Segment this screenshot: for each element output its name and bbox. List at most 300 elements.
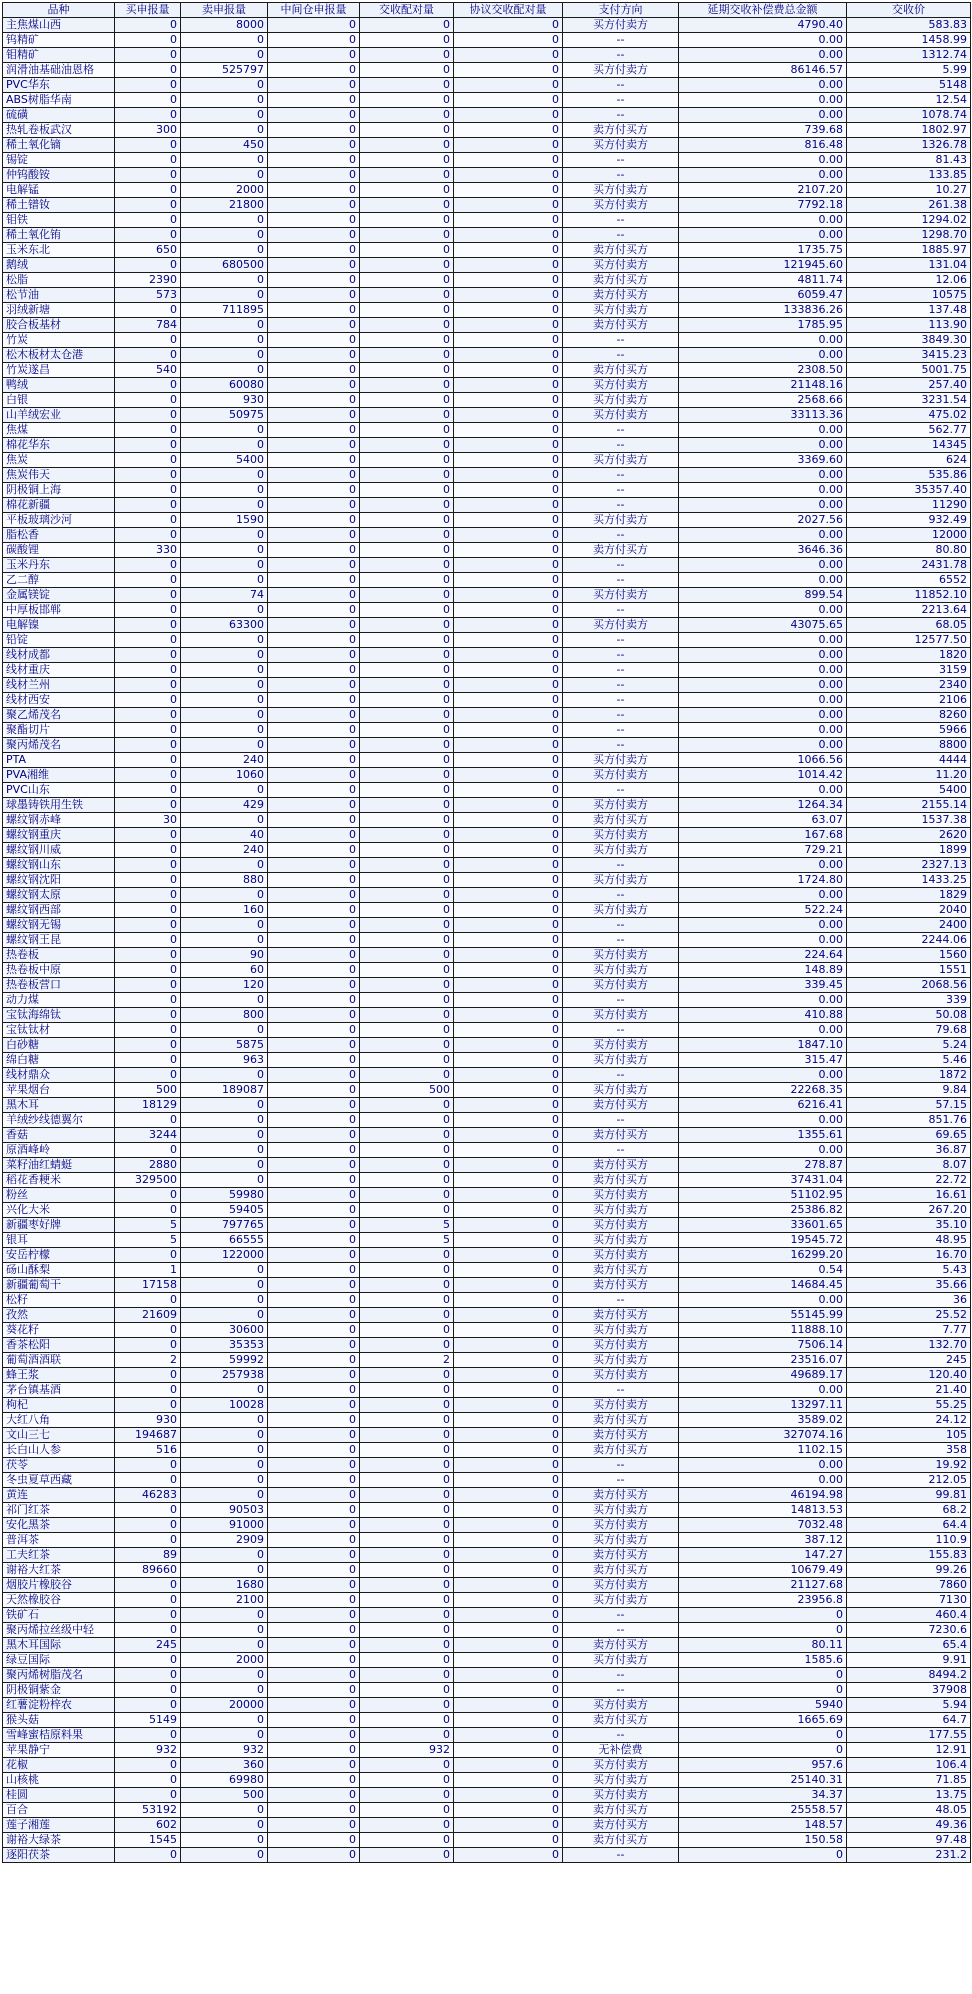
cell-sell-declared: 20000 <box>181 1698 268 1713</box>
cell-delivery-price: 2244.06 <box>847 933 971 948</box>
cell-compensation-total: 1102.15 <box>679 1443 847 1458</box>
cell-intermediate-declared: 0 <box>268 663 360 678</box>
cell-payment-direction: 卖方付买方 <box>563 1548 679 1563</box>
cell-payment-direction: 买方付卖方 <box>563 453 679 468</box>
cell-sell-declared: 90503 <box>181 1503 268 1518</box>
cell-sell-declared: 50975 <box>181 408 268 423</box>
cell-agreement-matched: 0 <box>454 393 563 408</box>
cell-delivery-price: 48.05 <box>847 1803 971 1818</box>
cell-buy-declared: 0 <box>115 228 181 243</box>
cell-payment-direction: 卖方付买方 <box>563 1488 679 1503</box>
cell-payment-direction: 卖方付买方 <box>563 1263 679 1278</box>
cell-matched: 0 <box>360 1698 454 1713</box>
cell-sell-declared: 63300 <box>181 618 268 633</box>
cell-agreement-matched: 0 <box>454 498 563 513</box>
cell-buy-declared: 0 <box>115 1383 181 1398</box>
cell-agreement-matched: 0 <box>454 303 563 318</box>
cell-compensation-total: 1355.61 <box>679 1128 847 1143</box>
cell-sell-declared: 0 <box>181 1683 268 1698</box>
header-intermediate-declared: 中间仓申报量 <box>268 3 360 18</box>
cell-compensation-total: 0.00 <box>679 48 847 63</box>
cell-compensation-total: 14813.53 <box>679 1503 847 1518</box>
cell-matched: 0 <box>360 618 454 633</box>
cell-compensation-total: 21148.16 <box>679 378 847 393</box>
cell-sell-declared: 74 <box>181 588 268 603</box>
cell-payment-direction: 买方付卖方 <box>563 618 679 633</box>
cell-product: 螺纹钢西部 <box>3 903 115 918</box>
cell-product: 钼铁 <box>3 213 115 228</box>
cell-intermediate-declared: 0 <box>268 318 360 333</box>
cell-matched: 0 <box>360 1368 454 1383</box>
cell-matched: 932 <box>360 1743 454 1758</box>
cell-intermediate-declared: 0 <box>268 33 360 48</box>
cell-matched: 5 <box>360 1218 454 1233</box>
cell-matched: 0 <box>360 1563 454 1578</box>
table-row <box>3 483 971 498</box>
cell-buy-declared: 0 <box>115 1038 181 1053</box>
table-row <box>3 633 971 648</box>
cell-sell-declared: 59980 <box>181 1188 268 1203</box>
cell-agreement-matched: 0 <box>454 1248 563 1263</box>
cell-agreement-matched: 0 <box>454 693 563 708</box>
cell-delivery-price: 5.94 <box>847 1698 971 1713</box>
cell-compensation-total: 2027.56 <box>679 513 847 528</box>
cell-sell-declared: 0 <box>181 273 268 288</box>
cell-delivery-price: 16.70 <box>847 1248 971 1263</box>
table-row <box>3 888 971 903</box>
cell-delivery-price: 120.40 <box>847 1368 971 1383</box>
cell-buy-declared: 0 <box>115 453 181 468</box>
cell-intermediate-declared: 0 <box>268 1653 360 1668</box>
cell-compensation-total: 0.00 <box>679 33 847 48</box>
cell-payment-direction: -- <box>563 528 679 543</box>
cell-buy-declared: 0 <box>115 903 181 918</box>
cell-delivery-price: 131.04 <box>847 258 971 273</box>
table-body <box>3 18 971 1863</box>
cell-matched: 0 <box>360 123 454 138</box>
cell-buy-declared: 0 <box>115 603 181 618</box>
cell-delivery-price: 7130 <box>847 1593 971 1608</box>
cell-buy-declared: 0 <box>115 993 181 1008</box>
cell-compensation-total: 0 <box>679 1728 847 1743</box>
cell-matched: 0 <box>360 108 454 123</box>
cell-delivery-price: 3159 <box>847 663 971 678</box>
cell-sell-declared: 0 <box>181 93 268 108</box>
cell-delivery-price: 25.52 <box>847 1308 971 1323</box>
cell-sell-declared: 5400 <box>181 453 268 468</box>
cell-product: 白银 <box>3 393 115 408</box>
table-row <box>3 1518 971 1533</box>
cell-compensation-total: 150.58 <box>679 1833 847 1848</box>
cell-product: 银耳 <box>3 1233 115 1248</box>
cell-delivery-price: 106.4 <box>847 1758 971 1773</box>
cell-payment-direction: 卖方付买方 <box>563 318 679 333</box>
cell-sell-declared: 0 <box>181 663 268 678</box>
table-row <box>3 528 971 543</box>
cell-intermediate-declared: 0 <box>268 828 360 843</box>
cell-compensation-total: 2308.50 <box>679 363 847 378</box>
cell-compensation-total: 0.00 <box>679 918 847 933</box>
cell-intermediate-declared: 0 <box>268 813 360 828</box>
cell-matched: 0 <box>360 378 454 393</box>
cell-compensation-total: 22268.35 <box>679 1083 847 1098</box>
cell-compensation-total: 167.68 <box>679 828 847 843</box>
cell-delivery-price: 36 <box>847 1293 971 1308</box>
cell-sell-declared: 0 <box>181 33 268 48</box>
cell-product: 松脂 <box>3 273 115 288</box>
cell-agreement-matched: 0 <box>454 1113 563 1128</box>
cell-matched: 0 <box>360 573 454 588</box>
cell-agreement-matched: 0 <box>454 333 563 348</box>
cell-compensation-total: 0.00 <box>679 558 847 573</box>
cell-agreement-matched: 0 <box>454 978 563 993</box>
cell-compensation-total: 327074.16 <box>679 1428 847 1443</box>
cell-intermediate-declared: 0 <box>268 1668 360 1683</box>
cell-delivery-price: 1326.78 <box>847 138 971 153</box>
cell-buy-declared: 602 <box>115 1818 181 1833</box>
cell-product: 电解锰 <box>3 183 115 198</box>
cell-matched: 0 <box>360 1713 454 1728</box>
table-row <box>3 783 971 798</box>
table-row <box>3 1143 971 1158</box>
cell-product: 稻花香粳米 <box>3 1173 115 1188</box>
cell-agreement-matched: 0 <box>454 198 563 213</box>
cell-payment-direction: 买方付卖方 <box>563 1353 679 1368</box>
cell-delivery-price: 2155.14 <box>847 798 971 813</box>
table-row <box>3 1428 971 1443</box>
cell-delivery-price: 2106 <box>847 693 971 708</box>
cell-payment-direction: 买方付卖方 <box>563 1248 679 1263</box>
cell-matched: 0 <box>360 363 454 378</box>
cell-delivery-price: 2431.78 <box>847 558 971 573</box>
cell-agreement-matched: 0 <box>454 258 563 273</box>
cell-product: 鹅绒 <box>3 258 115 273</box>
cell-agreement-matched: 0 <box>454 558 563 573</box>
cell-compensation-total: 1014.42 <box>679 768 847 783</box>
cell-buy-declared: 0 <box>115 588 181 603</box>
cell-agreement-matched: 0 <box>454 108 563 123</box>
table-row <box>3 1293 971 1308</box>
cell-product: 桂圆 <box>3 1788 115 1803</box>
cell-payment-direction: -- <box>563 468 679 483</box>
table-row <box>3 1818 971 1833</box>
cell-delivery-price: 79.68 <box>847 1023 971 1038</box>
cell-product: 热卷板 <box>3 948 115 963</box>
cell-product: 原酒峰岭 <box>3 1143 115 1158</box>
table-row <box>3 1203 971 1218</box>
cell-product: 聚丙烯树脂茂名 <box>3 1668 115 1683</box>
cell-compensation-total: 147.27 <box>679 1548 847 1563</box>
cell-payment-direction: -- <box>563 783 679 798</box>
cell-buy-declared: 0 <box>115 1593 181 1608</box>
cell-buy-declared: 0 <box>115 558 181 573</box>
cell-delivery-price: 5966 <box>847 723 971 738</box>
cell-payment-direction: 买方付卖方 <box>563 873 679 888</box>
cell-agreement-matched: 0 <box>454 1803 563 1818</box>
cell-agreement-matched: 0 <box>454 168 563 183</box>
cell-compensation-total: 0.00 <box>679 468 847 483</box>
cell-intermediate-declared: 0 <box>268 948 360 963</box>
cell-agreement-matched: 0 <box>454 183 563 198</box>
cell-sell-declared: 0 <box>181 858 268 873</box>
cell-buy-declared: 0 <box>115 1023 181 1038</box>
table-row <box>3 1563 971 1578</box>
cell-intermediate-declared: 0 <box>268 618 360 633</box>
cell-product: 文山三七 <box>3 1428 115 1443</box>
cell-product: 山核桃 <box>3 1773 115 1788</box>
cell-compensation-total: 13297.11 <box>679 1398 847 1413</box>
cell-intermediate-declared: 0 <box>268 513 360 528</box>
cell-sell-declared: 40 <box>181 828 268 843</box>
cell-agreement-matched: 0 <box>454 483 563 498</box>
cell-intermediate-declared: 0 <box>268 438 360 453</box>
table-row <box>3 603 971 618</box>
table-row <box>3 78 971 93</box>
cell-agreement-matched: 0 <box>454 93 563 108</box>
cell-product: 螺纹钢赤峰 <box>3 813 115 828</box>
cell-intermediate-declared: 0 <box>268 1743 360 1758</box>
cell-compensation-total: 19545.72 <box>679 1233 847 1248</box>
cell-sell-declared: 5875 <box>181 1038 268 1053</box>
cell-matched: 0 <box>360 183 454 198</box>
table-row <box>3 198 971 213</box>
cell-agreement-matched: 0 <box>454 573 563 588</box>
cell-matched: 0 <box>360 213 454 228</box>
cell-intermediate-declared: 0 <box>268 843 360 858</box>
cell-product: 兴化大米 <box>3 1203 115 1218</box>
cell-buy-declared: 0 <box>115 48 181 63</box>
cell-delivery-price: 35.66 <box>847 1278 971 1293</box>
table-row <box>3 843 971 858</box>
cell-payment-direction: 买方付卖方 <box>563 903 679 918</box>
table-row <box>3 273 971 288</box>
cell-intermediate-declared: 0 <box>268 498 360 513</box>
cell-agreement-matched: 0 <box>454 1518 563 1533</box>
cell-sell-declared: 963 <box>181 1053 268 1068</box>
cell-intermediate-declared: 0 <box>268 1623 360 1638</box>
cell-compensation-total: 1264.34 <box>679 798 847 813</box>
table-row <box>3 1698 971 1713</box>
cell-compensation-total: 121945.60 <box>679 258 847 273</box>
cell-product: 线材重庆 <box>3 663 115 678</box>
cell-product: 香茶松阳 <box>3 1338 115 1353</box>
cell-buy-declared: 0 <box>115 378 181 393</box>
cell-payment-direction: 买方付卖方 <box>563 1758 679 1773</box>
cell-intermediate-declared: 0 <box>268 1143 360 1158</box>
cell-compensation-total: 0.00 <box>679 708 847 723</box>
cell-delivery-price: 8.07 <box>847 1158 971 1173</box>
cell-delivery-price: 24.12 <box>847 1413 971 1428</box>
cell-agreement-matched: 0 <box>454 933 563 948</box>
cell-delivery-price: 7.77 <box>847 1323 971 1338</box>
cell-compensation-total: 25140.31 <box>679 1773 847 1788</box>
cell-matched: 0 <box>360 1578 454 1593</box>
cell-delivery-price: 69.65 <box>847 1128 971 1143</box>
cell-product: 焦炭 <box>3 453 115 468</box>
cell-matched: 0 <box>360 198 454 213</box>
cell-delivery-price: 1294.02 <box>847 213 971 228</box>
cell-buy-declared: 0 <box>115 468 181 483</box>
cell-product: 孜然 <box>3 1308 115 1323</box>
cell-delivery-price: 339 <box>847 993 971 1008</box>
table-row <box>3 1803 971 1818</box>
cell-agreement-matched: 0 <box>454 828 563 843</box>
cell-buy-declared: 0 <box>115 1113 181 1128</box>
cell-sell-declared: 0 <box>181 738 268 753</box>
cell-payment-direction: 买方付卖方 <box>563 1038 679 1053</box>
cell-intermediate-declared: 0 <box>268 453 360 468</box>
cell-agreement-matched: 0 <box>454 1833 563 1848</box>
cell-payment-direction: 卖方付买方 <box>563 1803 679 1818</box>
cell-product: 铅锭 <box>3 633 115 648</box>
cell-product: 天然橡胶谷 <box>3 1593 115 1608</box>
cell-matched: 0 <box>360 1188 454 1203</box>
cell-buy-declared: 0 <box>115 738 181 753</box>
cell-buy-declared: 0 <box>115 888 181 903</box>
cell-payment-direction: 无补偿费 <box>563 1743 679 1758</box>
cell-product: 鸭绒 <box>3 378 115 393</box>
cell-payment-direction: 卖方付买方 <box>563 813 679 828</box>
cell-sell-declared: 0 <box>181 363 268 378</box>
cell-compensation-total: 729.21 <box>679 843 847 858</box>
table-row <box>3 1608 971 1623</box>
cell-intermediate-declared: 0 <box>268 1053 360 1068</box>
table-row <box>3 1713 971 1728</box>
cell-compensation-total: 1665.69 <box>679 1713 847 1728</box>
cell-compensation-total: 133836.26 <box>679 303 847 318</box>
cell-matched: 0 <box>360 153 454 168</box>
table-row <box>3 1848 971 1863</box>
cell-product: 聚酯切片 <box>3 723 115 738</box>
cell-matched: 0 <box>360 408 454 423</box>
cell-sell-declared: 69980 <box>181 1773 268 1788</box>
cell-matched: 0 <box>360 1803 454 1818</box>
cell-buy-declared: 0 <box>115 1143 181 1158</box>
cell-payment-direction: -- <box>563 1623 679 1638</box>
cell-delivery-price: 64.7 <box>847 1713 971 1728</box>
cell-agreement-matched: 0 <box>454 948 563 963</box>
cell-buy-declared: 245 <box>115 1638 181 1653</box>
cell-payment-direction: 买方付卖方 <box>563 303 679 318</box>
cell-buy-declared: 0 <box>115 1293 181 1308</box>
cell-buy-declared: 0 <box>115 513 181 528</box>
cell-payment-direction: -- <box>563 1383 679 1398</box>
cell-matched: 0 <box>360 543 454 558</box>
cell-intermediate-declared: 0 <box>268 783 360 798</box>
cell-delivery-price: 12.06 <box>847 273 971 288</box>
cell-compensation-total: 0.00 <box>679 438 847 453</box>
cell-sell-declared: 0 <box>181 168 268 183</box>
table-row <box>3 423 971 438</box>
cell-compensation-total: 0 <box>679 1608 847 1623</box>
cell-product: 螺纹钢重庆 <box>3 828 115 843</box>
cell-agreement-matched: 0 <box>454 1533 563 1548</box>
cell-buy-declared: 0 <box>115 393 181 408</box>
cell-product: 稀土氧化镝 <box>3 138 115 153</box>
cell-intermediate-declared: 0 <box>268 1518 360 1533</box>
cell-agreement-matched: 0 <box>454 1473 563 1488</box>
cell-compensation-total: 7506.14 <box>679 1338 847 1353</box>
cell-delivery-price: 12.54 <box>847 93 971 108</box>
cell-compensation-total: 0.00 <box>679 723 847 738</box>
table-row <box>3 873 971 888</box>
table-row <box>3 1473 971 1488</box>
cell-agreement-matched: 0 <box>454 1023 563 1038</box>
cell-sell-declared: 59992 <box>181 1353 268 1368</box>
cell-buy-declared: 0 <box>115 678 181 693</box>
cell-buy-declared: 2390 <box>115 273 181 288</box>
cell-product: 绿豆国际 <box>3 1653 115 1668</box>
table-row <box>3 288 971 303</box>
table-row <box>3 303 971 318</box>
cell-matched: 0 <box>360 1773 454 1788</box>
cell-payment-direction: -- <box>563 1668 679 1683</box>
table-row <box>3 468 971 483</box>
table-row <box>3 453 971 468</box>
cell-delivery-price: 132.70 <box>847 1338 971 1353</box>
cell-agreement-matched: 0 <box>454 1548 563 1563</box>
cell-compensation-total: 0.00 <box>679 498 847 513</box>
cell-compensation-total: 5940 <box>679 1698 847 1713</box>
cell-product: 动力煤 <box>3 993 115 1008</box>
cell-matched: 0 <box>360 798 454 813</box>
table-row <box>3 1128 971 1143</box>
table-row <box>3 1398 971 1413</box>
cell-buy-declared: 89660 <box>115 1563 181 1578</box>
cell-intermediate-declared: 0 <box>268 933 360 948</box>
cell-delivery-price: 55.25 <box>847 1398 971 1413</box>
cell-intermediate-declared: 0 <box>268 1263 360 1278</box>
cell-compensation-total: 0.00 <box>679 1293 847 1308</box>
cell-buy-declared: 0 <box>115 33 181 48</box>
cell-agreement-matched: 0 <box>454 1233 563 1248</box>
cell-intermediate-declared: 0 <box>268 1278 360 1293</box>
cell-compensation-total: 6216.41 <box>679 1098 847 1113</box>
cell-sell-declared: 0 <box>181 1113 268 1128</box>
cell-agreement-matched: 0 <box>454 768 563 783</box>
cell-agreement-matched: 0 <box>454 378 563 393</box>
cell-product: 松木板材太仓港 <box>3 348 115 363</box>
cell-compensation-total: 0.00 <box>679 1068 847 1083</box>
table-row <box>3 1263 971 1278</box>
cell-product: 稀土镨钕 <box>3 198 115 213</box>
cell-matched: 0 <box>360 1638 454 1653</box>
cell-matched: 0 <box>360 348 454 363</box>
cell-compensation-total: 0 <box>679 1743 847 1758</box>
cell-product: 松节油 <box>3 288 115 303</box>
cell-intermediate-declared: 0 <box>268 1848 360 1863</box>
cell-agreement-matched: 0 <box>454 243 563 258</box>
cell-payment-direction: -- <box>563 858 679 873</box>
cell-compensation-total: 34.37 <box>679 1788 847 1803</box>
cell-sell-declared: 0 <box>181 1473 268 1488</box>
cell-intermediate-declared: 0 <box>268 1203 360 1218</box>
cell-intermediate-declared: 0 <box>268 963 360 978</box>
cell-buy-declared: 573 <box>115 288 181 303</box>
cell-intermediate-declared: 0 <box>268 1173 360 1188</box>
cell-sell-declared: 0 <box>181 678 268 693</box>
cell-delivery-price: 2400 <box>847 918 971 933</box>
cell-intermediate-declared: 0 <box>268 1353 360 1368</box>
cell-buy-declared: 0 <box>115 78 181 93</box>
cell-intermediate-declared: 0 <box>268 1233 360 1248</box>
cell-agreement-matched: 0 <box>454 528 563 543</box>
cell-intermediate-declared: 0 <box>268 48 360 63</box>
cell-agreement-matched: 0 <box>454 1443 563 1458</box>
cell-payment-direction: -- <box>563 333 679 348</box>
table-row <box>3 48 971 63</box>
cell-intermediate-declared: 0 <box>268 858 360 873</box>
